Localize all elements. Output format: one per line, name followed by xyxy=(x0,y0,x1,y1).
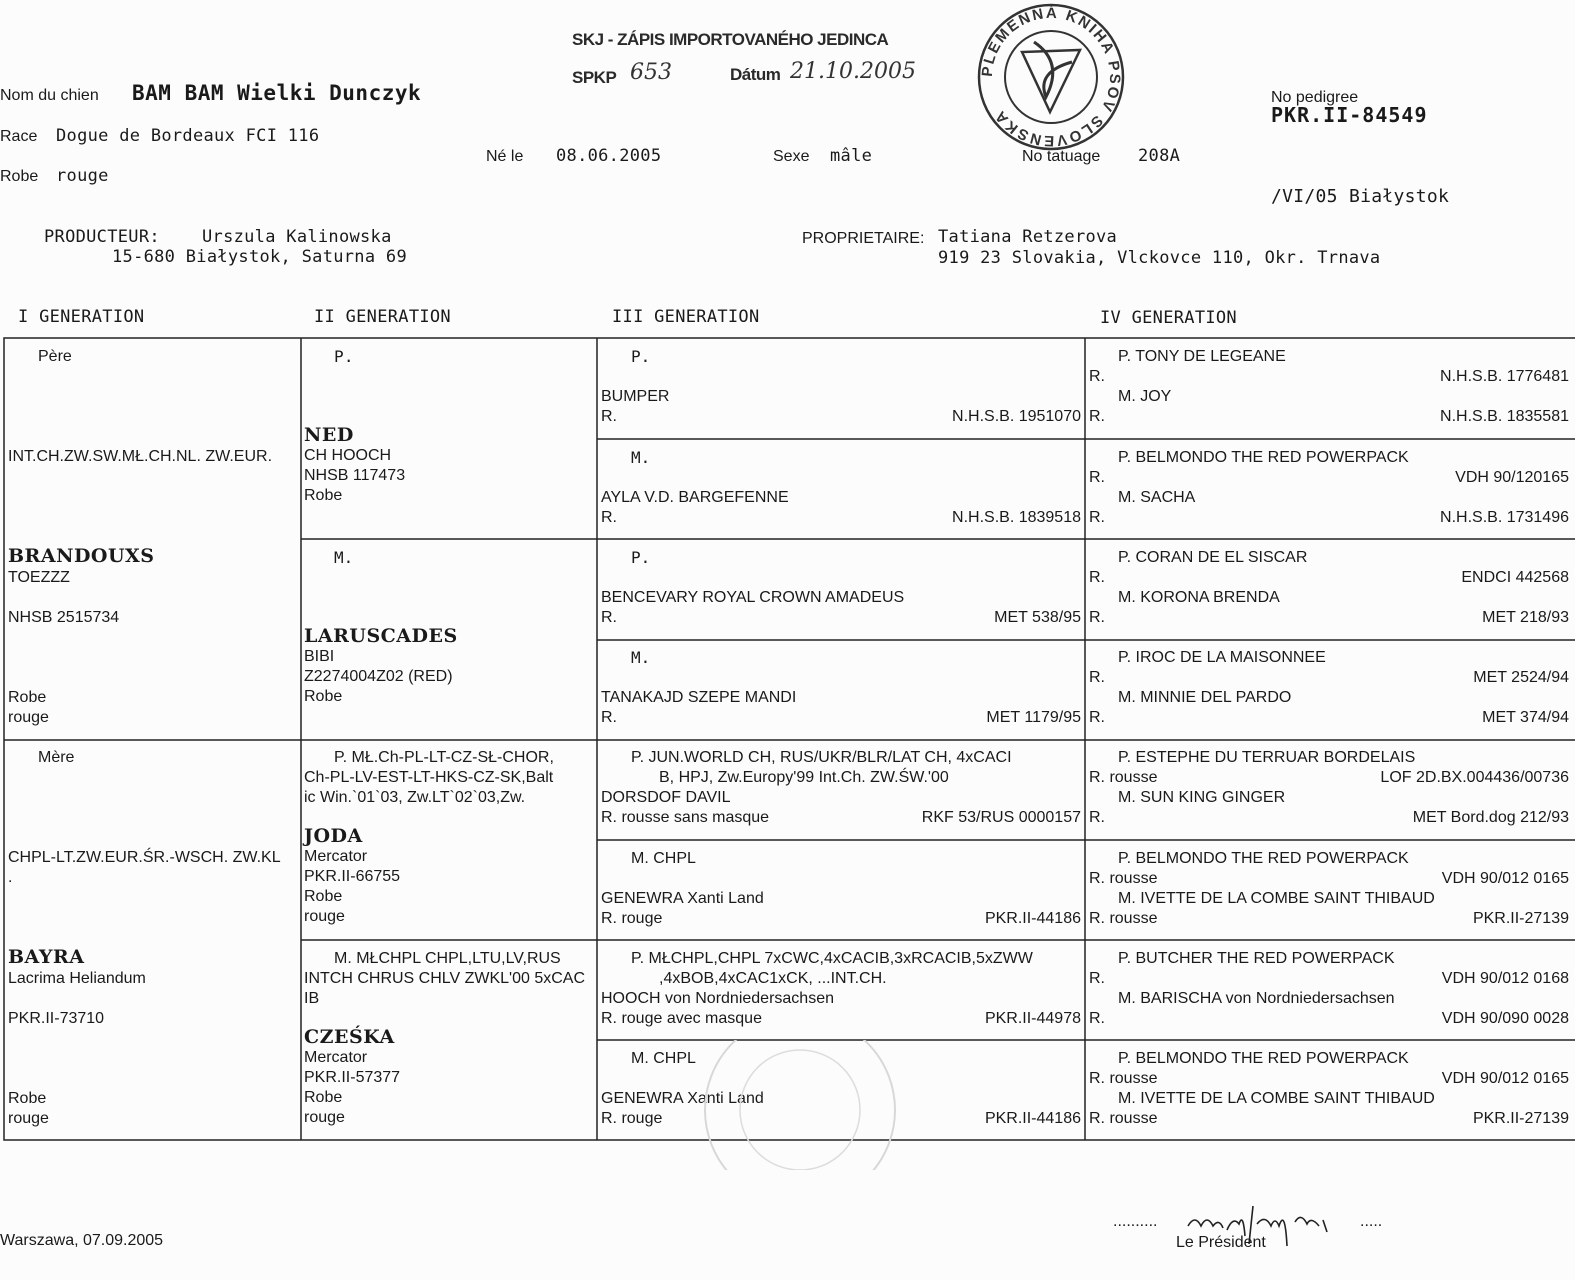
gen3-cell-3 xyxy=(601,548,1081,638)
gen3-8-coat: R. rouge xyxy=(601,1110,663,1127)
gen3-5-title: P. JUN.WORLD CH, RUS/UKR/BLR/LAT CH, 4xCACI xyxy=(631,749,1012,766)
gen1-sire-titles: INT.CH.ZW.SW.MŁ.CH.NL. ZW.EUR. xyxy=(8,448,273,465)
dog-name: BAM BAM Wielki Dunczyk xyxy=(132,81,422,105)
seal-text: PLEMENNÁ KNIHA PSOV SLOVENSKA xyxy=(978,4,1124,150)
pedigree-number: PKR.II-84549 xyxy=(1271,103,1428,127)
gen3-2-reg: N.H.S.B. 1839518 xyxy=(952,509,1081,526)
gen4-1-dam-reg: N.H.S.B. 1835581 xyxy=(1440,408,1569,425)
gen2-3-titles-2: Ch-PL-LV-EST-LT-HKS-CZ-SK,Balt xyxy=(304,769,554,786)
gen4-7-sire-reg: VDH 90/012 0168 xyxy=(1441,970,1569,987)
gen3-5-reg: RKF 53/RUS 0000157 xyxy=(921,809,1081,826)
gen2-3-titles-1: P. MŁ.Ch-PL-LT-CZ-SŁ-CHOR, xyxy=(334,749,554,766)
gen3-5-name: DORSDOF DAVIL xyxy=(601,789,731,806)
gen1-dam-kennel: Lacrima Heliandum xyxy=(8,970,146,987)
gen3-1-name: BUMPER xyxy=(601,388,670,405)
gen1-dam-coat: rouge xyxy=(8,1110,49,1127)
gen4-cell-1 xyxy=(1089,347,1569,437)
gen2-3-titles-3: ic Win.`01`03, Zw.LT`02`03,Zw. xyxy=(304,789,526,806)
gen2-3-reg: PKR.II-66755 xyxy=(304,868,401,885)
gen3-cell-5 xyxy=(601,748,1081,838)
gen1-dam-cell xyxy=(8,748,298,1138)
gen2-4-kennel: Mercator xyxy=(304,1049,368,1066)
gen4-8-sire-coat: R. rousse xyxy=(1089,1070,1158,1087)
gen2-1-reg: NHSB 117473 xyxy=(304,467,406,484)
gen4-cell-2 xyxy=(1089,448,1569,538)
gen3-3-coat: R. xyxy=(601,609,617,626)
gen4-1-sire-reg: N.H.S.B. 1776481 xyxy=(1440,368,1569,385)
gen4-5-sire-coat: R. rousse xyxy=(1089,769,1158,786)
gen4-7-dam-coat: R. xyxy=(1089,1010,1105,1027)
gen2-1-coat: Robe xyxy=(304,487,343,504)
gen2-3-coat: rouge xyxy=(304,908,345,925)
gen4-1-dam-coat: R. xyxy=(1089,408,1105,425)
president-label: Le Président xyxy=(1176,1234,1266,1251)
owner-label: PROPRIETAIRE: xyxy=(802,230,925,247)
gen3-7-name: HOOCH von Nordniedersachsen xyxy=(601,990,834,1007)
gen2-4-titles-3: IB xyxy=(304,990,320,1007)
gen2-cell-3 xyxy=(304,748,594,938)
gen3-6-title: M. CHPL xyxy=(631,850,696,867)
gen4-cell-4 xyxy=(1089,648,1569,738)
gen4-8-sire: P. BELMONDO THE RED POWERPACK xyxy=(1118,1050,1409,1067)
gen3-cell-4 xyxy=(601,648,1081,738)
gen4-cell-6 xyxy=(1089,849,1569,939)
gen4-7-dam: M. BARISCHA von Nordniedersachsen xyxy=(1118,990,1395,1007)
gen2-2-reg: Z2274004Z02 (RED) xyxy=(304,668,453,685)
owner-address: 919 23 Slovakia, Vlckovce 110, Okr. Trnava xyxy=(938,248,1381,268)
gen3-6-reg: PKR.II-44186 xyxy=(984,910,1081,927)
gen2-2-kennel: BIBI xyxy=(304,648,335,665)
gen4-6-dam-reg: PKR.II-27139 xyxy=(1472,910,1569,927)
gen2-4-titles-1: M. MŁCHPL CHPL,LTU,LV,RUS xyxy=(334,950,561,967)
gen4-2-sire-coat: R. xyxy=(1089,469,1105,486)
gen3-6-name: GENEWRA Xanti Land xyxy=(601,890,764,907)
gen4-3-sire-reg: ENDCI 442568 xyxy=(1461,569,1569,586)
gen2-2-coat: Robe xyxy=(304,688,343,705)
breed-label: Race xyxy=(0,128,38,145)
gen3-6-coat: R. rouge xyxy=(601,910,663,927)
gen2-4-coat-label: Robe xyxy=(304,1089,343,1106)
gen4-7-sire-coat: R. xyxy=(1089,970,1105,987)
gen2-1-role: P. xyxy=(334,347,354,366)
gen2-3-kennel: Mercator xyxy=(304,848,368,865)
gen4-3-sire: P. CORAN DE EL SISCAR xyxy=(1118,549,1308,566)
gen4-6-sire: P. BELMONDO THE RED POWERPACK xyxy=(1118,850,1409,867)
gen3-4-coat: R. xyxy=(601,709,617,726)
gen4-8-sire-reg: VDH 90/012 0165 xyxy=(1441,1070,1569,1087)
gen4-1-dam: M. JOY xyxy=(1118,388,1172,405)
gen2-4-coat: rouge xyxy=(304,1109,345,1126)
gen4-2-sire-reg: VDH 90/120165 xyxy=(1455,469,1569,486)
gen1-sire-coat-label: Robe xyxy=(8,689,47,706)
gen3-3-title: P. xyxy=(631,548,651,567)
gen1-sire-coat: rouge xyxy=(8,709,49,726)
gen2-2-role: M. xyxy=(334,548,354,567)
gen3-7-title: P. MŁCHPL,CHPL 7xCWC,4xCACIB,3xRCACIB,5xZWW xyxy=(631,950,1033,967)
gen3-1-reg: N.H.S.B. 1951070 xyxy=(952,408,1081,425)
gen1-sire-name: BRANDOUXS xyxy=(8,545,155,567)
gen2-3-coat-label: Robe xyxy=(304,888,343,905)
gen4-5-dam: M. SUN KING GINGER xyxy=(1118,789,1286,806)
gen4-3-sire-coat: R. xyxy=(1089,569,1105,586)
gen4-4-dam-coat: R. xyxy=(1089,709,1105,726)
gen4-cell-5 xyxy=(1089,748,1569,838)
faint-stamp-mark xyxy=(700,1040,910,1170)
gen1-dam-name: BAYRA xyxy=(8,946,85,968)
sex-label: Sexe xyxy=(773,148,810,165)
gen1-sire-role: Père xyxy=(38,348,72,365)
place-date: Warszawa, 07.09.2005 xyxy=(0,1232,164,1249)
pedigree-suffix: /VI/05 Białystok xyxy=(1271,186,1450,207)
gen1-dam-role: Mère xyxy=(38,749,75,766)
gen4-5-dam-coat: R. xyxy=(1089,809,1105,826)
gen4-3-dam-coat: R. xyxy=(1089,609,1105,626)
sex-value: mâle xyxy=(830,146,873,166)
gen1-dam-titles-cont: . xyxy=(8,869,13,886)
gen3-2-coat: R. xyxy=(601,509,617,526)
breeder-label: PRODUCTEUR: xyxy=(44,227,160,247)
gen2-cell-1 xyxy=(304,347,594,537)
gen4-4-dam-reg: MET 374/94 xyxy=(1482,709,1569,726)
owner-name: Tatiana Retzerova xyxy=(938,227,1118,247)
gen4-8-dam-reg: PKR.II-27139 xyxy=(1472,1110,1569,1127)
generation-header-3: III GENERATION xyxy=(612,307,760,327)
gen4-4-sire-coat: R. xyxy=(1089,669,1105,686)
gen1-dam-coat-label: Robe xyxy=(8,1090,47,1107)
born-label: Né le xyxy=(486,148,524,165)
gen4-7-sire: P. BUTCHER THE RED POWERPACK xyxy=(1118,950,1395,967)
gen2-4-titles-2: INTCH CHRUS CHLV ZWKL'00 5xCAC xyxy=(304,970,586,987)
gen3-8-reg: PKR.II-44186 xyxy=(984,1110,1081,1127)
gen4-6-sire-reg: VDH 90/012 0165 xyxy=(1441,870,1569,887)
gen1-dam-titles: CHPL-LT.ZW.EUR.ŚR.-WSCH. ZW.KL xyxy=(8,849,281,866)
gen4-3-dam-reg: MET 218/93 xyxy=(1482,609,1569,626)
gen3-4-name: TANAKAJD SZEPE MANDI xyxy=(601,689,797,706)
gen3-3-name: BENCEVARY ROYAL CROWN AMADEUS xyxy=(601,589,905,606)
generation-header-4: IV GENERATION xyxy=(1100,308,1237,328)
gen4-8-dam-coat: R. rousse xyxy=(1089,1110,1158,1127)
gen4-cell-7 xyxy=(1089,949,1569,1039)
gen2-3-name: JODA xyxy=(304,825,363,847)
gen2-1-name: NED xyxy=(304,424,354,446)
gen3-7-title-cont: ,4xBOB,4xCAC1xCK, ...INT.CH. xyxy=(659,970,887,987)
gen3-2-title: M. xyxy=(631,448,651,467)
gen3-8-title: M. CHPL xyxy=(631,1050,696,1067)
gen2-4-name: CZEŚKA xyxy=(304,1026,395,1048)
gen1-dam-reg: PKR.II-73710 xyxy=(8,1010,105,1027)
gen3-8-name: GENEWRA Xanti Land xyxy=(601,1090,764,1107)
breeder-name: Urszula Kalinowska xyxy=(202,227,392,247)
gen4-8-dam: M. IVETTE DE LA COMBE SAINT THIBAUD xyxy=(1118,1090,1435,1107)
signature-dots-end: ..... xyxy=(1360,1213,1383,1230)
gen3-5-coat: R. rousse sans masque xyxy=(601,809,770,826)
gen3-1-title: P. xyxy=(631,347,651,366)
gen4-4-sire: P. IROC DE LA MAISONNEE xyxy=(1118,649,1326,666)
gen3-cell-1 xyxy=(601,347,1081,437)
gen4-4-dam: M. MINNIE DEL PARDO xyxy=(1118,689,1292,706)
gen3-7-coat: R. rouge avec masque xyxy=(601,1010,762,1027)
generation-header-1: I GENERATION xyxy=(18,307,145,327)
gen4-2-dam: M. SACHA xyxy=(1118,489,1196,506)
gen3-7-reg: PKR.II-44978 xyxy=(984,1010,1081,1027)
gen2-2-name: LARUSCADES xyxy=(304,625,458,647)
gen4-4-sire-reg: MET 2524/94 xyxy=(1473,669,1569,686)
gen3-cell-7 xyxy=(601,949,1081,1039)
gen3-5-title-cont: B, HPJ, Zw.Europy'99 Int.Ch. ZW.ŚW.'00 xyxy=(659,769,949,786)
gen4-cell-8 xyxy=(1089,1049,1569,1139)
stamp-spkp-label: SPKP xyxy=(572,68,617,87)
stamp-title: SKJ - ZÁPIS IMPORTOVANÉHO JEDINCA xyxy=(572,30,889,49)
coat-label: Robe xyxy=(0,168,39,185)
generation-header-2: II GENERATION xyxy=(314,307,451,327)
gen1-sire-reg: NHSB 2515734 xyxy=(8,609,120,626)
gen3-4-title: M. xyxy=(631,648,651,667)
gen2-cell-4 xyxy=(304,949,594,1139)
gen4-2-dam-reg: N.H.S.B. 1731496 xyxy=(1440,509,1569,526)
gen4-6-dam: M. IVETTE DE LA COMBE SAINT THIBAUD xyxy=(1118,890,1435,907)
tattoo-value: 208A xyxy=(1138,146,1181,166)
gen4-3-dam: M. KORONA BRENDA xyxy=(1118,589,1280,606)
gen4-cell-3 xyxy=(1089,548,1569,638)
gen4-2-dam-coat: R. xyxy=(1089,509,1105,526)
gen4-7-dam-reg: VDH 90/090 0028 xyxy=(1441,1010,1569,1027)
gen3-2-name: AYLA V.D. BARGEFENNE xyxy=(601,489,789,506)
gen3-cell-2 xyxy=(601,448,1081,538)
gen3-4-reg: MET 1179/95 xyxy=(986,709,1081,726)
born-value: 08.06.2005 xyxy=(556,146,662,166)
gen4-5-dam-reg: MET Bord.dog 212/93 xyxy=(1412,809,1569,826)
pedigree-label: No pedigree xyxy=(1271,89,1359,106)
gen2-1-kennel: CH HOOCH xyxy=(304,447,392,464)
gen4-5-sire-reg: LOF 2D.BX.004436/00736 xyxy=(1380,769,1569,786)
gen4-1-sire: P. TONY DE LEGEANE xyxy=(1118,348,1286,365)
coat-value: rouge xyxy=(56,166,109,186)
gen4-2-sire: P. BELMONDO THE RED POWERPACK xyxy=(1118,449,1409,466)
gen1-sire-kennel: TOEZZZ xyxy=(8,569,70,586)
signature-dots: .......... xyxy=(1113,1213,1158,1230)
gen4-6-sire-coat: R. rousse xyxy=(1089,870,1158,887)
gen3-cell-6 xyxy=(601,849,1081,939)
gen3-3-reg: MET 538/95 xyxy=(994,609,1081,626)
gen4-5-sire: P. ESTEPHE DU TERRUAR BORDELAIS xyxy=(1118,749,1416,766)
gen4-6-dam-coat: R. rousse xyxy=(1089,910,1158,927)
breed-value: Dogue de Bordeaux FCI 116 xyxy=(56,126,320,146)
gen3-1-coat: R. xyxy=(601,408,617,425)
tattoo-label: No tatuage xyxy=(1022,148,1101,165)
gen2-4-reg: PKR.II-57377 xyxy=(304,1069,401,1086)
dog-name-label: Nom du chien xyxy=(0,87,99,104)
stamp-datum-value: 21.10.2005 xyxy=(790,59,916,84)
stamp-datum-label: Dátum xyxy=(730,65,781,84)
gen4-1-sire-coat: R. xyxy=(1089,368,1105,385)
gen2-cell-2 xyxy=(304,548,594,738)
breeder-address: 15-680 Białystok, Saturna 69 xyxy=(112,247,407,267)
gen1-sire-cell xyxy=(8,347,298,737)
stamp-spkp-value: 653 xyxy=(630,60,672,85)
